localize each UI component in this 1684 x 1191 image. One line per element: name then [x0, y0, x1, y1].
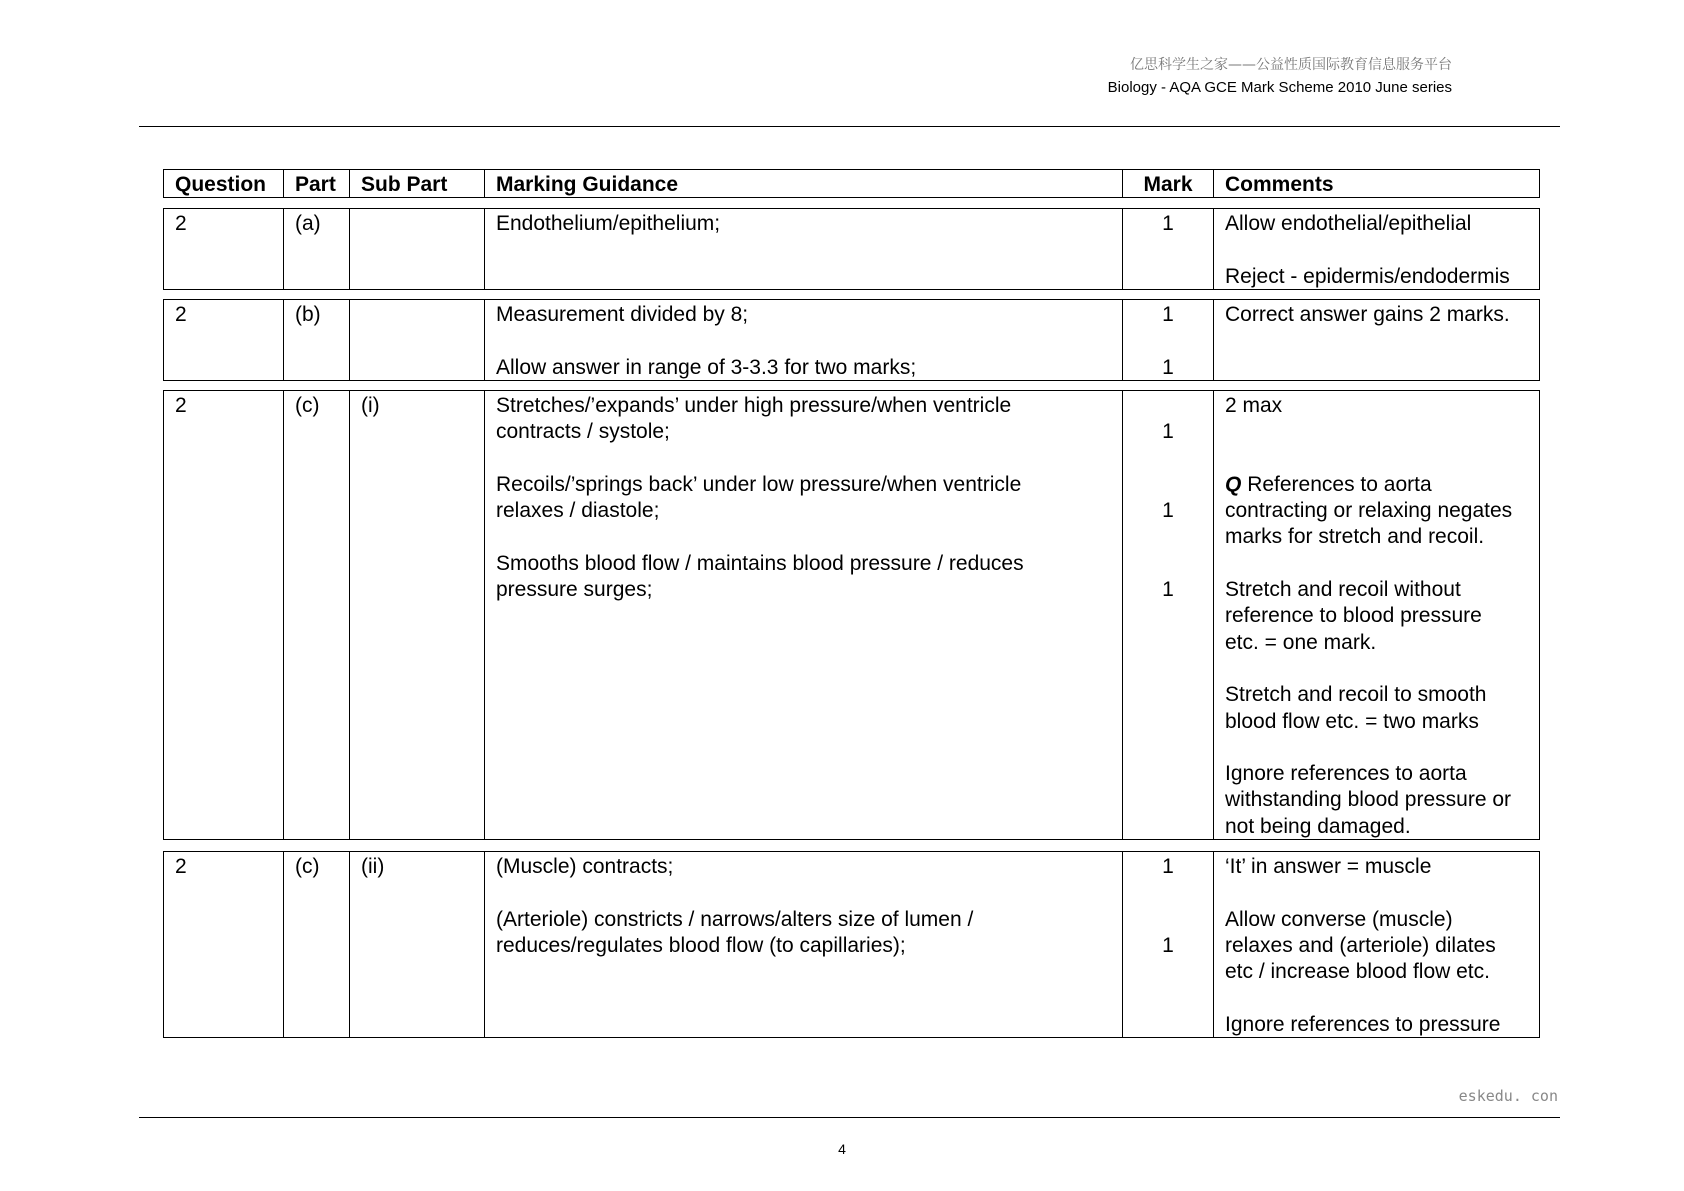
column-header-mark: Mark [1122, 170, 1213, 197]
sub-part-cell [349, 209, 484, 289]
part-cell: (a) [283, 209, 349, 289]
part-cell: (b) [283, 300, 349, 380]
comments-cell [1213, 852, 1539, 1037]
mark-value: 1 [1162, 499, 1174, 523]
column-header-part: Part [283, 170, 349, 197]
mark-value: 1 [1162, 933, 1174, 957]
guidance-cell [484, 300, 1122, 380]
mark-value: 1 [1162, 303, 1174, 326]
mark-value: 1 [1162, 855, 1174, 878]
guidance-line: Stretches/’expands’ under high pressure/when ventricle [496, 394, 1012, 417]
question-cell: 2 [175, 855, 187, 878]
guidance-line: (Arteriole) constricts / narrows/alters size of lumen / [496, 907, 974, 931]
guidance-line: Measurement divided by 8; [496, 303, 749, 326]
page-number: 4 [838, 1141, 846, 1157]
table-row [163, 208, 1540, 290]
comment-line: reference to blood pressure [1225, 604, 1482, 628]
comment-line: contracting or relaxing negates [1225, 499, 1513, 523]
comment-line: ‘It’ in answer = muscle [1225, 855, 1432, 878]
guidance-line: contracts / systole; [496, 420, 670, 444]
header-document-title: Biology - AQA GCE Mark Scheme 2010 June series [1107, 79, 1452, 96]
table-row [163, 851, 1540, 1038]
guidance-line: Recoils/’springs back’ under low pressure/when ventricle [496, 472, 1022, 496]
comment-line: Ignore references to pressure [1225, 1012, 1501, 1036]
guidance-cell [484, 852, 1122, 1037]
footer-watermark: eskedu. con [1458, 1087, 1558, 1105]
comments-cell [1213, 300, 1539, 380]
column-header-marking-guidance: Marking Guidance [484, 170, 1122, 197]
part-cell: (c) [283, 852, 349, 1037]
comment-line: Reject - epidermis/endodermis [1225, 264, 1510, 288]
comment-line: Correct answer gains 2 marks. [1225, 303, 1510, 326]
comments-cell [1213, 209, 1539, 289]
comment-line: etc. = one mark. [1225, 630, 1377, 654]
comment-line [1225, 472, 1528, 498]
header-divider [139, 126, 1560, 127]
question-cell: 2 [175, 303, 187, 326]
guidance-line: relaxes / diastole; [496, 499, 660, 523]
comment-text: References to aorta [1247, 472, 1432, 496]
guidance-line: pressure surges; [496, 578, 653, 602]
column-header-comments: Comments [1213, 170, 1539, 197]
comments-cell [1213, 391, 1539, 839]
column-header-sub-part: Sub Part [349, 170, 484, 197]
header-site-name: 亿思科学生之家——公益性质国际教育信息服务平台 [1130, 57, 1452, 73]
sub-part-cell [349, 300, 484, 380]
part-cell: (c) [283, 391, 349, 839]
comment-line: Stretch and recoil to smooth [1225, 683, 1487, 707]
guidance-line: Endothelium/epithelium; [496, 212, 721, 235]
guidance-line: (Muscle) contracts; [496, 855, 674, 878]
guidance-cell [484, 209, 1122, 289]
mark-value: 1 [1162, 578, 1174, 602]
comment-line: not being damaged. [1225, 814, 1411, 838]
mark-cell [1122, 209, 1213, 289]
mark-value: 1 [1162, 355, 1174, 379]
question-cell: 2 [175, 394, 187, 417]
mark-value: 1 [1162, 212, 1174, 235]
mark-cell [1122, 391, 1213, 839]
comment-line: withstanding blood pressure or [1225, 788, 1512, 812]
mark-value: 1 [1162, 420, 1174, 444]
mark-cell [1122, 852, 1213, 1037]
mark-cell [1122, 300, 1213, 380]
comment-line: Ignore references to aorta [1225, 762, 1467, 786]
sub-part-cell: (ii) [349, 852, 484, 1037]
guidance-line: Smooths blood flow / maintains blood pressure / reduces [496, 551, 1024, 575]
guidance-line: reduces/regulates blood flow (to capillaries); [496, 933, 906, 957]
footer-divider [139, 1117, 1560, 1118]
sub-part-cell: (i) [349, 391, 484, 839]
comment-line: blood flow etc. = two marks [1225, 709, 1479, 733]
comment-line: etc / increase blood flow etc. [1225, 960, 1490, 984]
comment-line: Allow converse (muscle) [1225, 907, 1453, 931]
comment-line: Allow endothelial/epithelial [1225, 212, 1472, 235]
column-header-question: Question [175, 173, 267, 196]
comment-line: 2 max [1225, 394, 1283, 417]
table-row [163, 390, 1540, 840]
table-header-row [163, 169, 1540, 198]
guidance-line: Allow answer in range of 3-3.3 for two marks; [496, 355, 917, 379]
table-row [163, 299, 1540, 381]
comment-line: marks for stretch and recoil. [1225, 525, 1485, 549]
question-cell: 2 [175, 212, 187, 235]
guidance-cell [484, 391, 1122, 839]
comment-line: Stretch and recoil without [1225, 578, 1461, 602]
quality-of-language-marker: Q [1225, 472, 1242, 496]
comment-line: relaxes and (arteriole) dilates [1225, 933, 1496, 957]
